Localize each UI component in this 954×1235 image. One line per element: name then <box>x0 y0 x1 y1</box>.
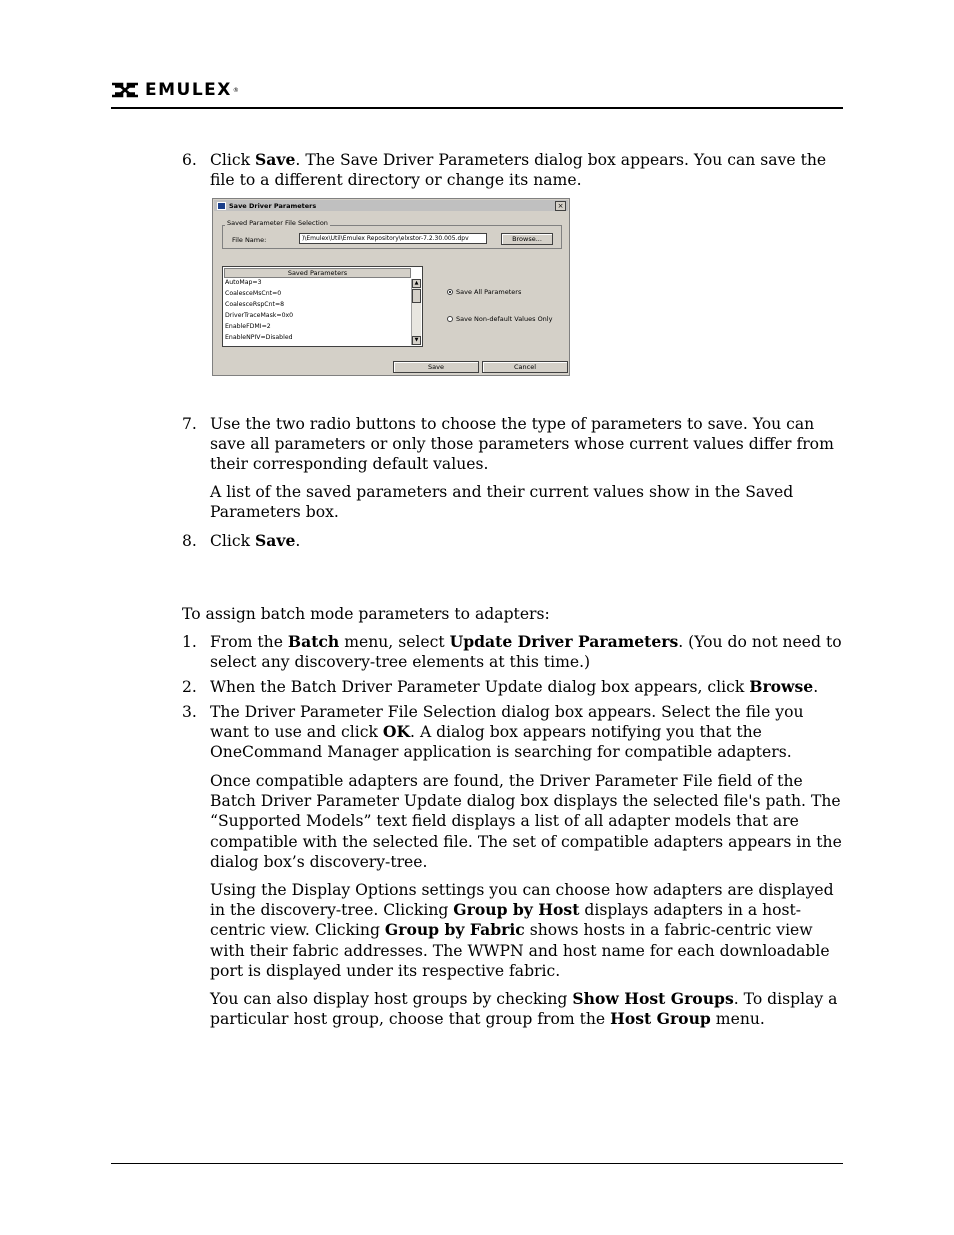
header-rule <box>111 107 843 109</box>
step-8-text: Click Save. <box>210 531 301 550</box>
footer-rule <box>111 1163 843 1164</box>
radio-unselected-icon <box>447 316 453 322</box>
list-item[interactable]: EnableFDMI=2 <box>225 323 271 330</box>
batch-step-1-number: 1. <box>182 633 197 651</box>
step-7-text: Use the two radio buttons to choose the type of parameters to save. You can save all parameters or only those parameters whose current values differ from their corresponding default values. <box>210 415 834 474</box>
save-button[interactable]: Save <box>393 361 479 373</box>
scroll-down-icon[interactable]: ▼ <box>412 336 421 345</box>
save-driver-parameters-dialog <box>212 198 570 376</box>
batch-step-3-text: The Driver Parameter File Selection dialog box appears. Select the file you want to use and click OK. A dialog box appears notifying you that the OneCommand Manager application is searching for compatible adapters. <box>210 703 804 762</box>
step-8-number: 8. <box>182 532 197 550</box>
batch-intro: To assign batch mode parameters to adapters: <box>182 605 550 623</box>
list-item[interactable]: DriverTraceMask=0x0 <box>225 312 294 319</box>
emulex-mark-icon <box>111 82 139 98</box>
batch-step-2-text: When the Batch Driver Parameter Update dialog box appears, click Browse. <box>210 677 819 696</box>
close-icon[interactable]: × <box>555 201 566 211</box>
batch-step-3-para-3: Using the Display Options settings you can choose how adapters are displayed in the discovery-tree. Clicking Group by Host displays adapters in a host-centric view. Clicking Group by Fabric shows hosts in a fabric-centric view with their fabric addresses. The WWPN and host name for each downloadable port is displayed under its respective fabric. <box>210 881 834 980</box>
batch-step-3-number: 3. <box>182 703 197 721</box>
trademark: ® <box>232 86 239 94</box>
step-6-text: Click Save. The Save Driver Parameters dialog box appears. You can save the file to a different directory or change its name. <box>210 150 827 190</box>
cancel-button[interactable]: Cancel <box>482 361 568 373</box>
batch-step-1-text: From the Batch menu, select Update Driver Parameters. (You do not need to select any discovery-tree elements at this time.) <box>210 632 842 672</box>
batch-step-3-para-2: Once compatible adapters are found, the Driver Parameter File field of the Batch Driver Parameter Update dialog box displays the selected file's path. The “Supported Models” text field displays a list of all adapter models that are compatible with the selected file. The set of compatible adapters appears in the dialog box’s discovery-tree. <box>210 772 842 871</box>
list-item[interactable]: CoalesceMsCnt=0 <box>225 290 282 297</box>
group-title: Saved Parameter File Selection <box>227 219 328 227</box>
brand-name: EMULEX <box>145 80 232 100</box>
dialog-title-bar <box>214 200 568 211</box>
radio-save-all[interactable] <box>447 288 521 296</box>
step-7-number: 7. <box>182 415 197 433</box>
radio-save-non-default-label: Save Non-default Values Only <box>456 315 553 323</box>
app-icon <box>217 202 226 210</box>
scroll-thumb[interactable] <box>412 289 421 303</box>
batch-step-3-para-4: You can also display host groups by checking Show Host Groups. To display a particular host group, choose that group from the Host Group menu. <box>210 989 838 1029</box>
batch-step-2-number: 2. <box>182 678 197 696</box>
scroll-up-icon[interactable]: ▲ <box>412 279 421 288</box>
radio-save-non-default[interactable] <box>447 315 552 323</box>
list-item[interactable]: EnableNPIV=Disabled <box>225 334 293 341</box>
list-item[interactable]: CoalesceRspCnt=8 <box>225 301 285 308</box>
dialog-title: Save Driver Parameters <box>229 201 317 210</box>
file-name-input[interactable]: )\Emulex\Util\Emulex Repository\elxstor-7.2.30.005.dpv <box>299 233 487 244</box>
list-item[interactable]: AutoMap=3 <box>225 279 262 286</box>
saved-parameters-list[interactable] <box>222 266 423 347</box>
browse-button[interactable]: Browse... <box>501 233 553 245</box>
step-6-number: 6. <box>182 151 197 169</box>
radio-save-all-label: Save All Parameters <box>456 288 522 296</box>
radio-selected-icon <box>447 289 453 295</box>
list-header: Saved Parameters <box>224 268 411 278</box>
file-name-label: File Name: <box>232 236 267 244</box>
list-scrollbar[interactable] <box>411 279 421 345</box>
step-7-note: A list of the saved parameters and their current values show in the Saved Parameters box. <box>210 483 794 522</box>
emulex-logo <box>111 81 239 99</box>
